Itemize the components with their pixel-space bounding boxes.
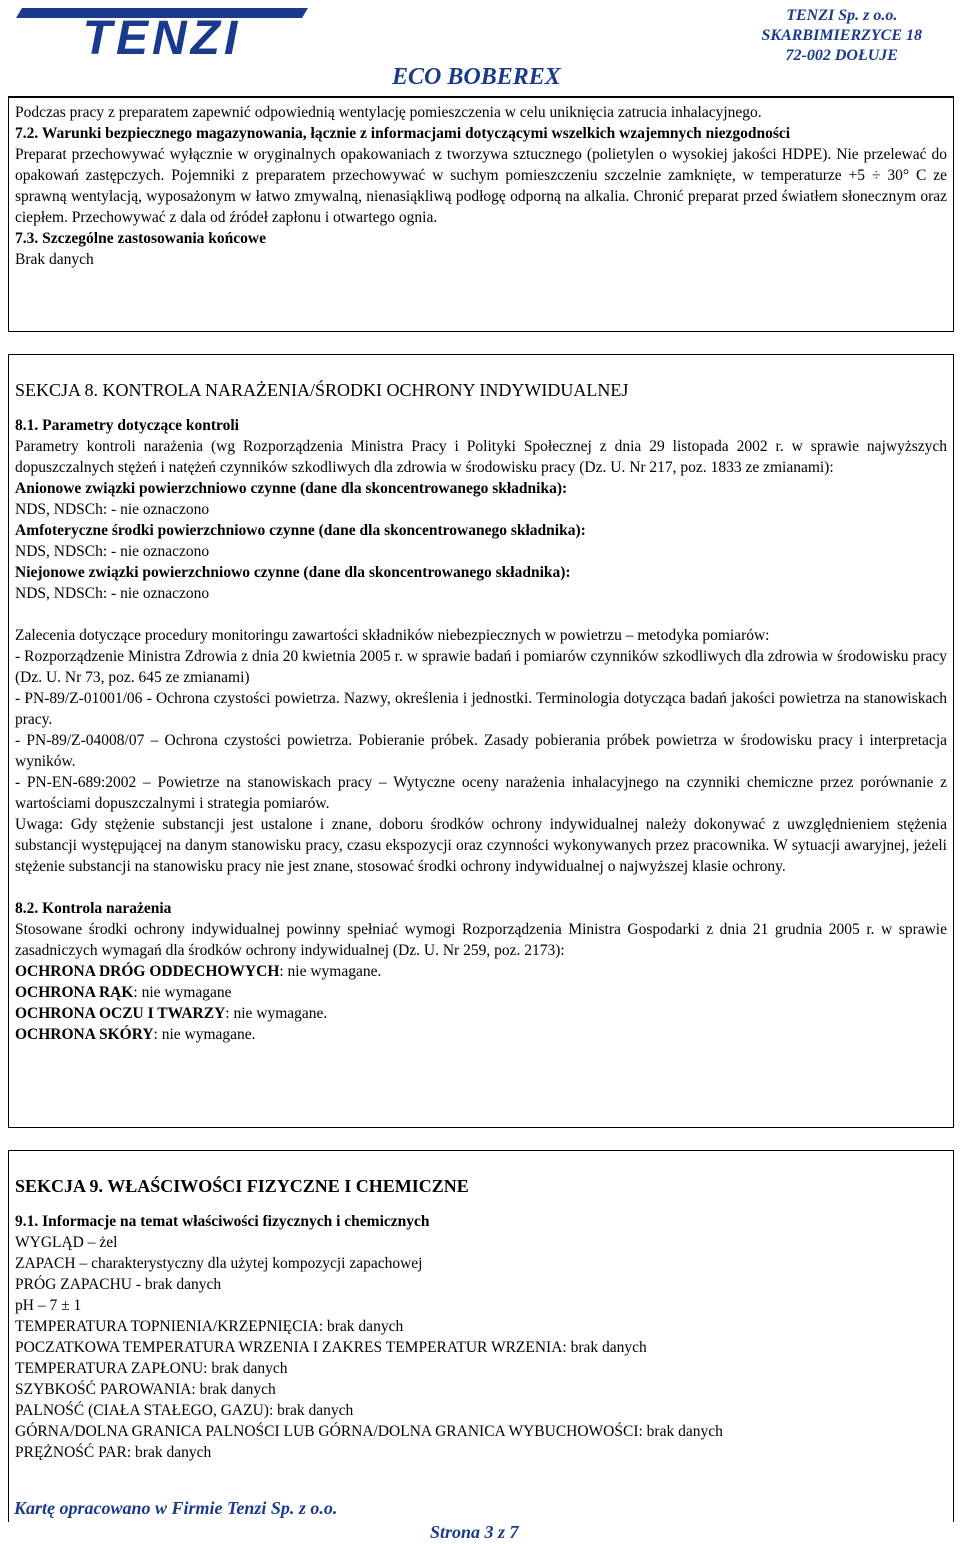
s72-text	[15, 144, 947, 228]
protection-value: : nie wymagane.	[279, 963, 382, 980]
section9-box	[8, 1150, 954, 1522]
monitoring-item: - Rozporządzenie Ministra Zdrowia z dnia 20 kwietnia 2005 r. w sprawie badań i pomiarów czynników szkodliwych dla zdrowia w środowisku pracy (Dz. U. Nr 73, poz. 645 ze zmianami)	[15, 648, 947, 686]
monitoring-heading: Zalecenia dotyczące procedury monitoringu zawartości składników niebezpiecznych w powietrzu – metodyka pomiarów:	[15, 627, 770, 644]
company-city: 72-002 DOŁUJE	[785, 47, 898, 64]
property-item: pH – 7 ± 1	[15, 1297, 82, 1314]
s73-heading: 7.3. Szczególne zastosowania końcowe	[15, 230, 266, 247]
footer-prepared-by: Kartę opracowano w Firmie Tenzi Sp. z o.o.	[14, 1498, 338, 1518]
protection-item	[15, 1024, 947, 1045]
page-number: Strona 3 z 7	[430, 1522, 519, 1542]
property-item: TEMPERATURA TOPNIENIA/KRZEPNIĘCIA: brak danych	[15, 1318, 404, 1335]
ventilation-text: Podczas pracy z preparatem zapewnić odpowiednią wentylację pomieszczenia w celu uniknięcia zatrucia inhalacyjnego.	[15, 104, 762, 121]
protection-item	[15, 1003, 947, 1024]
protection-value: : nie wymagane.	[153, 1026, 256, 1043]
section8-title: SEKCJA 8. KONTROLA NARAŻENIA/ŚRODKI OCHRONY INDYWIDUALNEJ	[15, 380, 629, 400]
s82-heading: 8.2. Kontrola narażenia	[15, 900, 172, 917]
monitoring-item: - PN-89/Z-04008/07 – Ochrona czystości powietrza. Pobieranie próbek. Zasady pobierania próbek powietrza w środowisku pracy i interpretacja wyników.	[15, 732, 947, 770]
s81-heading: 8.1. Parametry dotyczące kontroli	[15, 417, 239, 434]
s72-text-2: Pojemniki z preparatem przechowywać w suchym pomieszczeniu szczelnie zamknięte, w temperaturze +5 ÷ 30° C ze sprawną wentylacją, wyposażonym w łatwo zmywalną, nienasiąkliwą podłogę odporną na alkalia. Chronić preparat przed światłem słonecznym oraz ciepłem. Przechowywać z dala od źródeł zapłonu i otwartego ognia.	[15, 167, 947, 226]
protection-label: OCHRONA RĄK	[15, 984, 134, 1001]
property-item: TEMPERATURA ZAPŁONU: brak danych	[15, 1360, 288, 1377]
protection-label: OCHRONA OCZU I TWARZY	[15, 1005, 226, 1022]
property-item: PALNOŚĆ (CIAŁA STAŁEGO, GAZU): brak danych	[15, 1402, 354, 1419]
property-item: SZYBKOŚĆ PAROWANIA: brak danych	[15, 1381, 276, 1398]
monitoring-item: - PN-89/Z-01001/06 - Ochrona czystości powietrza. Nazwy, określenia i jednostki. Terminologia dotycząca badań jakości powietrza na stanowiskach pracy.	[15, 690, 947, 728]
property-item: WYGLĄD – żel	[15, 1234, 118, 1251]
section9-title: SEKCJA 9. WŁAŚCIWOŚCI FIZYCZNE I CHEMICZNE	[15, 1176, 469, 1196]
group-label: Anionowe związki powierzchniowo czynne (dane dla skoncentrowanego składnika):	[15, 480, 568, 497]
s81-text: Parametry kontroli narażenia (wg Rozporządzenia Ministra Pracy i Polityki Społecznej z dnia 29 listopada 2002 r. w sprawie najwyższych dopuszczalnych stężeń i natężeń czynników szkodliwych dla zdrowia w środowisku pracy (Dz. U. Nr 217, poz. 1833 ze zmianami):	[15, 438, 947, 476]
property-item: PRĘŻNOŚĆ PAR: brak danych	[15, 1444, 212, 1461]
property-item: ZAPACH – charakterystyczny dla użytej kompozycji zapachowej	[15, 1255, 423, 1272]
s72-heading: 7.2. Warunki bezpiecznego magazynowania, łącznie z informacjami dotyczącymi wszelkich wzajemnych niezgodności	[15, 125, 791, 142]
company-address	[762, 6, 923, 66]
protection-value: : nie wymagane.	[225, 1005, 328, 1022]
group-value: NDS, NDSCh: - nie oznaczono	[15, 543, 210, 560]
product-name: ECO BOBEREX	[392, 64, 561, 90]
company-name: TENZI Sp. z o.o.	[786, 7, 898, 24]
section8-box	[8, 354, 954, 1128]
group-label: Niejonowe związki powierzchniowo czynne (dane dla skoncentrowanego składnika):	[15, 564, 571, 581]
svg-text:TENZI: TENZI	[82, 12, 242, 58]
property-item: PRÓG ZAPACHU - brak danych	[15, 1276, 222, 1293]
group-label: Amfoteryczne środki powierzchniowo czynne (dane dla skoncentrowanego składnika):	[15, 522, 586, 539]
monitoring-item: - PN-EN-689:2002 – Powietrze na stanowiskach pracy – Wytyczne oceny narażenia inhalacyjnego na czynniki chemiczne przez porównanie z wartościami dopuszczalnymi i strategia pomiarów.	[15, 774, 947, 812]
group-value: NDS, NDSCh: - nie oznaczono	[15, 501, 210, 518]
monitoring-note: Uwaga: Gdy stężenie substancji jest ustalone i znane, doboru środków ochrony indywidualnej należy dokonywać z uwzględnieniem stężenia substancji występującej na danym stanowisku pracy, czasu ekspozycji oraz czynności wykonywanych przez pracownika. W sytuacji awaryjnej, jeżeli stężenie substancji na stanowisku pracy nie jest znane, stosować środki ochrony indywidualnej o najwyższej klasie ochrony.	[15, 816, 947, 875]
protection-label: OCHRONA SKÓRY	[15, 1026, 154, 1043]
tenzi-logo	[12, 4, 312, 58]
protection-value: : nie wymagane	[133, 984, 232, 1001]
protection-item	[15, 982, 947, 1003]
protection-item	[15, 961, 947, 982]
s73-text: Brak danych	[15, 251, 94, 268]
s91-heading: 9.1. Informacje na temat właściwości fizycznych i chemicznych	[15, 1213, 430, 1230]
company-street: SKARBIMIERZYCE 18	[761, 27, 922, 44]
s72-text-1: Preparat przechowywać wyłącznie w oryginalnych opakowaniach z tworzywa sztucznego (polietylen o wysokiej jakości HDPE). Nie przelewać do opakowań zastępczych.	[15, 146, 947, 184]
section7-box	[8, 96, 954, 332]
group-value: NDS, NDSCh: - nie oznaczono	[15, 585, 210, 602]
s82-text: Stosowane środki ochrony indywidualnej powinny spełniać wymogi Rozporządzenia Ministra Gospodarki z dnia 21 grudnia 2005 r. w sprawie zasadniczych wymagań dla środków ochrony indywidualnej (Dz. U. Nr 259, poz. 2173):	[15, 921, 947, 959]
property-item: GÓRNA/DOLNA GRANICA PALNOŚCI LUB GÓRNA/DOLNA GRANICA WYBUCHOWOŚCI: brak danych	[15, 1423, 723, 1440]
property-item: POCZATKOWA TEMPERATURA WRZENIA I ZAKRES TEMPERATUR WRZENIA: brak danych	[15, 1339, 647, 1356]
protection-label: OCHRONA DRÓG ODDECHOWYCH	[15, 963, 280, 980]
